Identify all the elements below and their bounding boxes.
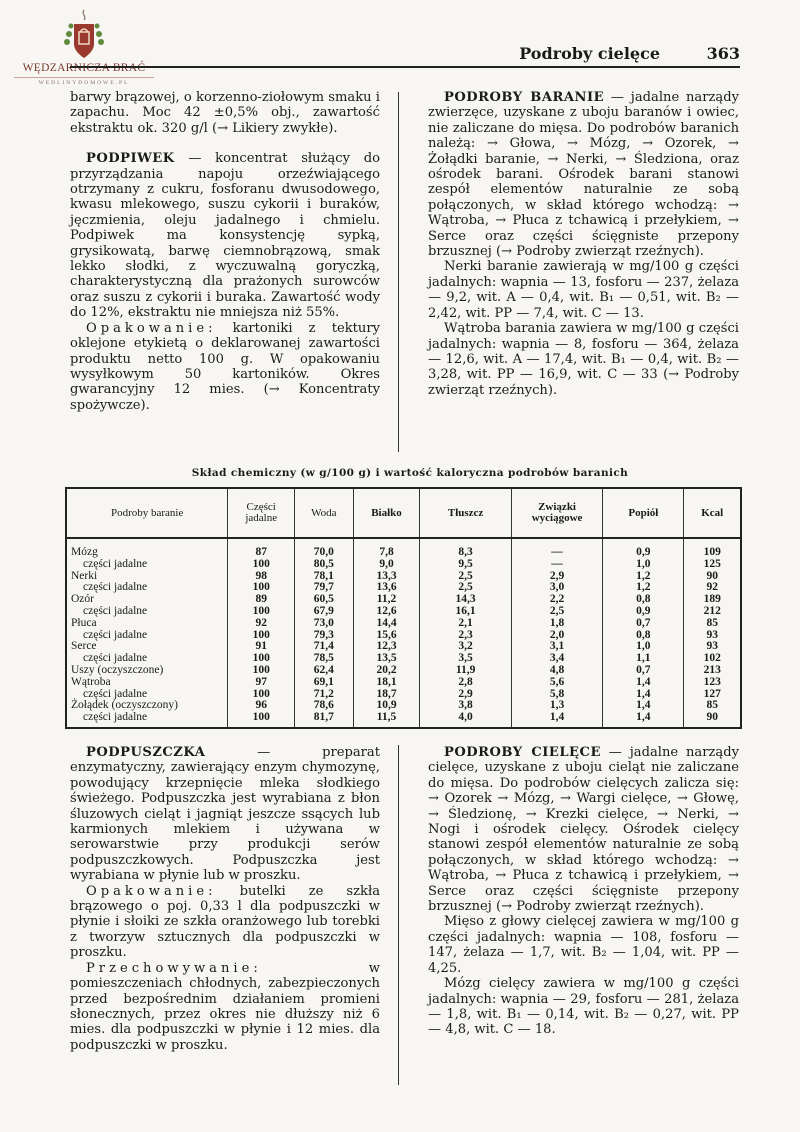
- cell-popiol: 1,0: [603, 641, 684, 653]
- cell-woda: 71,4: [295, 641, 354, 653]
- podpiwek-packaging: [70, 321, 380, 413]
- cell-tluszcz: 4,0: [420, 712, 511, 728]
- entry-term: PODROBY CIELĘCE: [444, 745, 601, 760]
- col-header: Części jadalne: [228, 488, 295, 538]
- running-header: [70, 44, 740, 68]
- left-column-bottom: [70, 745, 380, 1053]
- row-label: Żołądek (oczyszczony): [66, 700, 228, 712]
- cell-bialko: 10,9: [353, 700, 420, 712]
- podpuszczka-packaging: [70, 884, 380, 961]
- cell-bialko: 13,5: [353, 653, 420, 665]
- cell-kcal: 212: [684, 606, 741, 618]
- cell-zwiazki: 2,0: [511, 630, 602, 642]
- cell-tluszcz: 14,3: [420, 594, 511, 606]
- table-row: [66, 538, 741, 559]
- cell-woda: 79,7: [295, 582, 354, 594]
- right-column-bottom: [428, 745, 739, 1038]
- cell-popiol: 0,9: [603, 538, 684, 559]
- cell-czesci: 92: [228, 618, 295, 630]
- cell-bialko: 9,0: [353, 559, 420, 571]
- cell-tluszcz: 2,5: [420, 582, 511, 594]
- cell-woda: 73,0: [295, 618, 354, 630]
- cell-bialko: 18,1: [353, 677, 420, 689]
- col-header: Woda: [295, 488, 354, 538]
- cell-kcal: 109: [684, 538, 741, 559]
- cell-bialko: 15,6: [353, 630, 420, 642]
- cell-bialko: 12,6: [353, 606, 420, 618]
- storage-text: w pomieszczeniach chłodnych, zabezpieczonych przed bezpośrednim działaniem promieni słonecznych, przez okres nie dłuższy niż 6 mies. dla podpuszczki w płynie i 12 mies. dla podpuszczki w proszku.: [70, 960, 380, 1053]
- cell-woda: 62,4: [295, 665, 354, 677]
- cell-zwiazki: 3,1: [511, 641, 602, 653]
- cell-bialko: 12,3: [353, 641, 420, 653]
- cell-czesci: 97: [228, 677, 295, 689]
- cell-kcal: 93: [684, 641, 741, 653]
- row-label: Serce: [66, 641, 228, 653]
- cell-tluszcz: 8,3: [420, 538, 511, 559]
- cell-kcal: 213: [684, 665, 741, 677]
- cell-bialko: 14,4: [353, 618, 420, 630]
- table-caption: Skład chemiczny (w g/100 g) i wartość kaloryczna podrobów baranich: [191, 467, 629, 479]
- table-row: [66, 559, 741, 571]
- composition-table: [65, 487, 742, 729]
- cell-kcal: 92: [684, 582, 741, 594]
- cell-tluszcz: 3,2: [420, 641, 511, 653]
- table-header-row: [66, 488, 741, 538]
- cell-kcal: 90: [684, 571, 741, 583]
- cell-woda: 78,1: [295, 571, 354, 583]
- entry-term: PODPIWEK: [86, 151, 175, 167]
- row-label: części jadalne: [66, 582, 228, 594]
- cell-czesci: 100: [228, 606, 295, 618]
- row-label: części jadalne: [66, 689, 228, 701]
- column-divider-top: [398, 92, 399, 452]
- packaging-label: Opakowanie:: [86, 883, 217, 899]
- cell-bialko: 13,3: [353, 571, 420, 583]
- cell-tluszcz: 2,8: [420, 677, 511, 689]
- col-header: Tłuszcz: [420, 488, 511, 538]
- col-header: Kcal: [684, 488, 741, 538]
- row-label: części jadalne: [66, 712, 228, 728]
- col-header: Podroby baranie: [66, 488, 228, 538]
- cell-popiol: 1,2: [603, 582, 684, 594]
- cell-bialko: 11,2: [353, 594, 420, 606]
- table-row: [66, 606, 741, 618]
- cell-kcal: 189: [684, 594, 741, 606]
- row-label: części jadalne: [66, 559, 228, 571]
- cell-woda: 79,3: [295, 630, 354, 642]
- entry-podpiwek: [70, 151, 380, 320]
- cell-tluszcz: 9,5: [420, 559, 511, 571]
- entry-definition: — preparat enzymatyczny, zawierający enzym chymozynę, powodujący krzepnięcie mleka słodkiego świeżego. Podpuszczka jest wyrabiana z błon śluzowych cieląt i jagniąt jeszcze ssących lub karmionych mlekiem i używana w serowarstwie przy produkcji serów podpuszczkowych. Podpuszczka jest wyrabiana w płynie lub w proszku.: [70, 745, 380, 884]
- cell-popiol: 1,4: [603, 700, 684, 712]
- cell-czesci: 96: [228, 700, 295, 712]
- cell-bialko: 11,5: [353, 712, 420, 728]
- storage-label: Przechowywanie:: [86, 960, 262, 976]
- cell-woda: 70,0: [295, 538, 354, 559]
- nerki-nutrients: Nerki baranie zawierają w mg/100 g części jadalnych: wapnia — 13, fosforu — 237, żelaza — 9,2, wit. A — 0,4, wit. B₁ — 0,51, wit. B₂ — 2,42, wit. PP — 7,4, wit. C — 13.: [428, 259, 739, 321]
- entry-podroby-cielece: [428, 745, 739, 914]
- cell-popiol: 0,9: [603, 606, 684, 618]
- cell-kcal: 90: [684, 712, 741, 728]
- table-row: [66, 677, 741, 689]
- cell-popiol: 1,4: [603, 689, 684, 701]
- cell-woda: 78,5: [295, 653, 354, 665]
- cell-kcal: 85: [684, 700, 741, 712]
- cell-czesci: 91: [228, 641, 295, 653]
- cell-czesci: 100: [228, 665, 295, 677]
- cell-woda: 60,5: [295, 594, 354, 606]
- cell-zwiazki: 3,0: [511, 582, 602, 594]
- cell-woda: 81,7: [295, 712, 354, 728]
- row-label: Uszy (oczyszczone): [66, 665, 228, 677]
- packaging-text: kartoniki z tektury oklejone etykietą o deklarowanej zawartości produktu netto 100 g. W opakowaniu wysyłkowym 50 kartoników. Okres gwarancyjny 12 mies. (→ Koncentraty spożywcze).: [70, 320, 380, 413]
- col-header: Popiół: [603, 488, 684, 538]
- row-label: Płuca: [66, 618, 228, 630]
- cell-kcal: 127: [684, 689, 741, 701]
- cell-tluszcz: 11,9: [420, 665, 511, 677]
- cell-zwiazki: 5,8: [511, 689, 602, 701]
- packaging-label: Opakowanie:: [86, 320, 217, 336]
- cell-zwiazki: —: [511, 559, 602, 571]
- col-header: Białko: [353, 488, 420, 538]
- cell-bialko: 18,7: [353, 689, 420, 701]
- cell-zwiazki: 2,9: [511, 571, 602, 583]
- cell-tluszcz: 3,8: [420, 700, 511, 712]
- cell-popiol: 1,4: [603, 712, 684, 728]
- entry-definition: — jadalne narządy cielęce, uzyskane z uboju cieląt nie zaliczane do mięsa. Do podrobów cielęcych zalicza się: → Ozorek → Mózg, → Wargi cielęce, → Głowę, → Śledzionę, → Krezki cielęce, → Nerki, → Nogi i ośrodek cielęcy. Ośrodek cielęcy stanowi zespół elementów naturalnie ze sobą połączonych, w skład którego wchodzą: → Wątroba, → Płuca z tchawicą i przełykiem, → Serce oraz części ścięgniste przepony brzusznej (→ Podroby zwierząt rzeźnych).: [428, 745, 739, 915]
- entry-podpuszczka: [70, 745, 380, 884]
- row-label: Wątroba: [66, 677, 228, 689]
- cell-woda: 69,1: [295, 677, 354, 689]
- table-body: [66, 538, 741, 728]
- cell-popiol: 1,0: [603, 559, 684, 571]
- row-label: części jadalne: [66, 630, 228, 642]
- cell-popiol: 0,8: [603, 594, 684, 606]
- row-label: Nerki: [66, 571, 228, 583]
- entry-podroby-baranie: [428, 90, 739, 259]
- cell-kcal: 93: [684, 630, 741, 642]
- cell-zwiazki: 2,5: [511, 606, 602, 618]
- watroba-nutrients: Wątroba barania zawiera w mg/100 g części jadalnych: wapnia — 8, fosforu — 364, żelaza — 12,6, wit. A — 17,4, wit. B₁ — 0,4, wit. B₂ — 3,28, wit. PP — 16,9, wit. C — 33 (→ Podroby zwierząt rzeźnych).: [428, 321, 739, 398]
- cell-bialko: 7,8: [353, 538, 420, 559]
- cell-bialko: 13,6: [353, 582, 420, 594]
- cell-czesci: 89: [228, 594, 295, 606]
- row-label: Ozór: [66, 594, 228, 606]
- cell-zwiazki: —: [511, 538, 602, 559]
- cell-czesci: 100: [228, 689, 295, 701]
- cell-woda: 71,2: [295, 689, 354, 701]
- cell-czesci: 100: [228, 712, 295, 728]
- table-row: [66, 665, 741, 677]
- cell-zwiazki: 1,3: [511, 700, 602, 712]
- running-title: Podroby cielęce: [519, 44, 660, 63]
- left-column-top: [70, 90, 380, 413]
- cell-popiol: 0,7: [603, 665, 684, 677]
- table-row: [66, 618, 741, 630]
- cell-tluszcz: 16,1: [420, 606, 511, 618]
- cell-zwiazki: 1,4: [511, 712, 602, 728]
- cell-woda: 80,5: [295, 559, 354, 571]
- cell-tluszcz: 2,9: [420, 689, 511, 701]
- glowa-nutrients: Mięso z głowy cielęcej zawiera w mg/100 g części jadalnych: wapnia — 108, fosforu — 147, żelaza — 1,7, wit. B₂ — 1,04, wit. PP — 4,25.: [428, 914, 739, 976]
- cell-tluszcz: 2,3: [420, 630, 511, 642]
- row-label: części jadalne: [66, 653, 228, 665]
- cell-kcal: 85: [684, 618, 741, 630]
- cell-popiol: 1,2: [603, 571, 684, 583]
- cell-czesci: 100: [228, 630, 295, 642]
- cell-zwiazki: 5,6: [511, 677, 602, 689]
- cell-zwiazki: 3,4: [511, 653, 602, 665]
- watermark-site: WEDLINYDOMOWE.PL: [38, 80, 130, 86]
- cell-popiol: 1,4: [603, 677, 684, 689]
- cell-czesci: 100: [228, 653, 295, 665]
- table-row: [66, 712, 741, 728]
- cell-kcal: 125: [684, 559, 741, 571]
- cell-czesci: 100: [228, 582, 295, 594]
- row-label: Mózg: [66, 538, 228, 559]
- cell-kcal: 102: [684, 653, 741, 665]
- packaging-text: butelki ze szkła brązowego o poj. 0,33 l dla podpuszczki w płynie i słoiki ze szkła oranżowego lub torebki z tworzyw sztucznych dla podpuszczki w proszku.: [70, 883, 380, 961]
- entry-definition: — jadalne narządy zwierzęce, uzyskane z uboju baranów i owiec, nie zaliczane do mięsa. Do podrobów baranich należą: → Głowa, → Mózg, → Ozorek, → Żołądki baranie, → Nerki, → Śledziona, oraz ośrodek barani. Ośrodek barani stanowi zespół elementów naturalnie ze sobą połączonych, w skład którego wchodzą: → Wątroba, → Płuca z tchawicą i przełykiem, → Serce oraz części ścięgniste przepony brzusznej (→ Podroby zwierząt rzeźnych).: [428, 90, 739, 260]
- cell-woda: 67,9: [295, 606, 354, 618]
- entry-definition: — koncentrat służący do przyrządzania napoju orzeźwiającego otrzymany z cukru, fosforanu dwusodowego, kwasu mlekowego, suszu cykorii i buraków, jęczmienia, oleju jadalnego i chmielu. Podpiwek ma konsystencję sypką, grysikowatą, barwę ciemnobrązową, smak lekko słodki, z wyczuwalną goryczką, charakterystyczną dla prażonych surowców oraz suszu z cykorii i buraka. Zawartość wody do 12%, ekstraktu nie mniejsza niż 55%.: [70, 151, 380, 321]
- cell-czesci: 87: [228, 538, 295, 559]
- right-column-top: [428, 90, 739, 398]
- cell-popiol: 0,8: [603, 630, 684, 642]
- cell-woda: 78,6: [295, 700, 354, 712]
- cell-zwiazki: 2,2: [511, 594, 602, 606]
- cell-tluszcz: 2,1: [420, 618, 511, 630]
- cell-czesci: 98: [228, 571, 295, 583]
- watermark-brand: WĘDZARNICZA BRAĆ: [14, 62, 154, 78]
- column-divider-bottom: [398, 745, 399, 1085]
- cell-zwiazki: 4,8: [511, 665, 602, 677]
- cell-czesci: 100: [228, 559, 295, 571]
- entry-term: PODPUSZCZKA: [86, 745, 206, 760]
- mozg-nutrients: Mózg cielęcy zawiera w mg/100 g części jadalnych: wapnia — 29, fosforu — 281, żelaza — 1,8, wit. B₁ — 0,14, wit. B₂ — 0,27, wit. PP — 4,8, wit. C — 18.: [428, 976, 739, 1038]
- cell-popiol: 1,1: [603, 653, 684, 665]
- podpuszczka-storage: [70, 961, 380, 1053]
- row-label: części jadalne: [66, 606, 228, 618]
- entry-term: PODROBY BARANIE: [444, 90, 605, 105]
- cell-zwiazki: 1,8: [511, 618, 602, 630]
- cell-kcal: 123: [684, 677, 741, 689]
- cell-tluszcz: 3,5: [420, 653, 511, 665]
- cell-tluszcz: 2,5: [420, 571, 511, 583]
- continued-text: barwy brązowej, o korzenno-ziołowym smaku i zapachu. Moc 42 ±0,5% obj., zawartość ekstraktu ok. 320 g/l (→ Likiery zwykłe).: [70, 90, 380, 136]
- page-number: 363: [706, 44, 740, 63]
- col-header: Związki wyciągowe: [511, 488, 602, 538]
- cell-bialko: 20,2: [353, 665, 420, 677]
- cell-popiol: 0,7: [603, 618, 684, 630]
